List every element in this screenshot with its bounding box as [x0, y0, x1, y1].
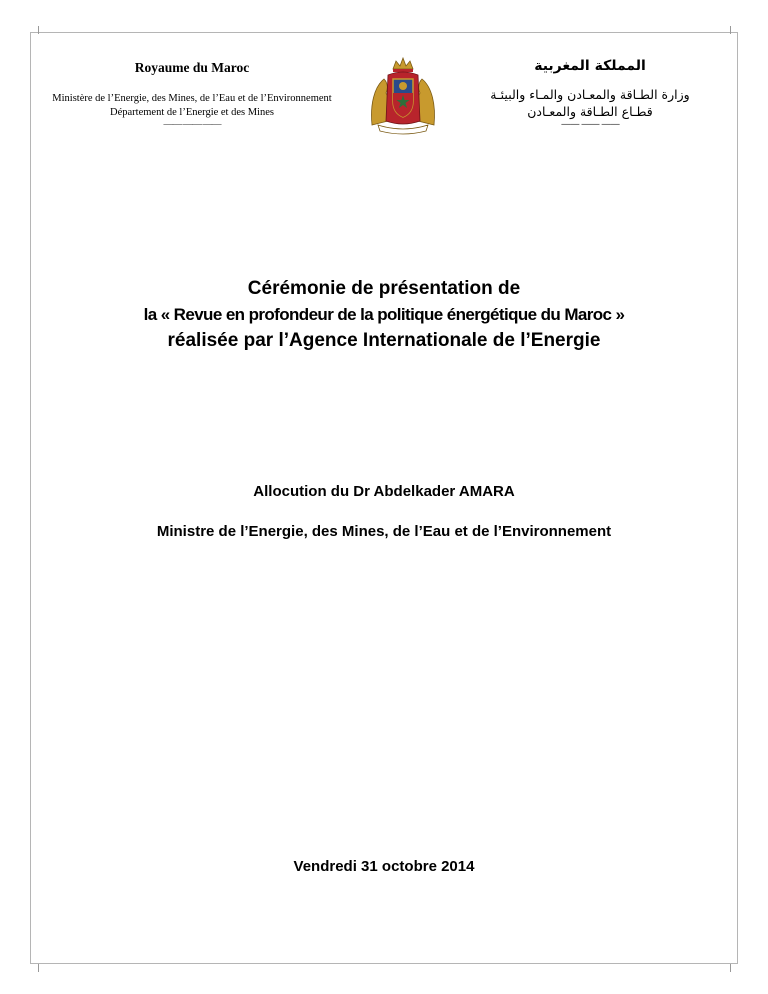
department-name-fr: Département de l’Energie et des Mines	[110, 107, 274, 118]
speaker-role: Ministre de l’Energie, des Mines, de l’Eau et de l’Environnement	[156, 523, 612, 540]
corner-mark	[730, 26, 739, 34]
header-arabic	[454, 58, 726, 130]
separator-ar: —— —— ——	[560, 119, 620, 130]
document-title	[40, 276, 728, 354]
speech-info	[40, 482, 728, 542]
separator-fr: —— —— ——	[163, 119, 221, 130]
ministry-name-fr: Ministère de l’Energie, des Mines, de l’Eau et de l’Environnement	[52, 93, 332, 104]
event-date: Vendredi 31 octobre 2014	[293, 858, 475, 875]
corner-mark	[30, 26, 39, 34]
title-line-1: Cérémonie de présentation de	[247, 278, 521, 299]
speaker-line: Allocution du Dr Abdelkader AMARA	[253, 483, 515, 500]
title-line-2: la « Revue en profondeur de la politique énergétique du Maroc »	[143, 305, 625, 324]
department-name-ar: قطـاع الطـاقة والمعـادن	[527, 104, 653, 119]
ministry-name-ar: وزارة الطـاقة والمعـادن والمـاء والبيئـة	[490, 87, 690, 102]
header-french	[36, 60, 348, 130]
coat-of-arms-icon	[366, 55, 440, 135]
kingdom-name-fr: Royaume du Maroc	[134, 60, 250, 75]
kingdom-name-ar: المملكة المغربية	[534, 58, 646, 74]
corner-mark	[30, 964, 39, 972]
title-line-3: réalisée par l’Agence Internationale de l’Energie	[167, 330, 601, 351]
corner-mark	[730, 964, 739, 972]
